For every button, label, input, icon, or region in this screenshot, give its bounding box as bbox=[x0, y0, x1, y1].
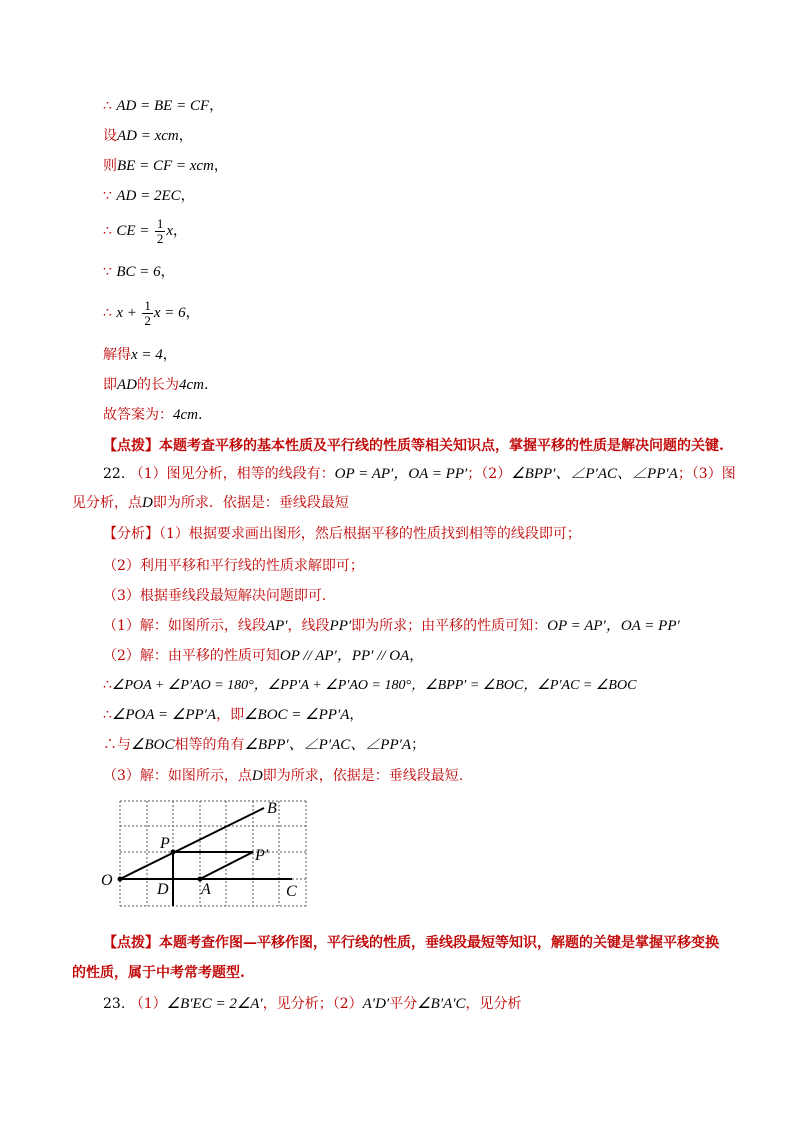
line-8: 解得x = 4， bbox=[103, 347, 177, 363]
solution-6: （3）解：如图所示，点D即为所求，依据是：垂线段最短. bbox=[103, 768, 464, 784]
line-5: ∴ CE = $\frac{1}{2}$ x， bbox=[103, 215, 188, 246]
ray-ob bbox=[120, 808, 264, 879]
line-3: 则BE = CF = xcm， bbox=[103, 158, 228, 174]
line-6: ∵ BC = 6， bbox=[103, 264, 175, 280]
line-7: ∴ x + $\frac{1}{2}$ x = 6， bbox=[103, 297, 200, 328]
line-9: 即AD的长为4cm. bbox=[103, 377, 209, 393]
fraction: $\frac{1}{2}$ bbox=[156, 215, 164, 246]
label-o: O bbox=[101, 872, 113, 889]
point-o bbox=[118, 877, 123, 882]
q23-line: 23. （1）∠B′EC = 2∠A′，见分析；（2）A′D′平分∠B′A′C，见分析 bbox=[103, 996, 522, 1012]
line-2: 设AD = xcm， bbox=[103, 128, 193, 144]
line-4: ∵ AD = 2EC， bbox=[103, 188, 195, 204]
label-c: C bbox=[286, 883, 297, 900]
analysis-3: （3）根据垂线段最短解决问题即可. bbox=[103, 588, 327, 604]
line-10: 故答案为：4cm. bbox=[103, 407, 203, 423]
fraction: $\frac{1}{2}$ bbox=[144, 297, 151, 328]
label-p-prime: P′ bbox=[255, 847, 269, 864]
analysis-2: （2）利用平移和平行线的性质求解即可； bbox=[103, 558, 364, 574]
q22-line-1: 22. （1）图见分析，相等的线段有：OP = AP′，OA = PP′；（2）∠BPP′、∠P′AC、∠PP′A；（3）图 bbox=[103, 466, 736, 482]
q22-line-2: 见分析，点D即为所求．依据是：垂线段最短 bbox=[72, 495, 349, 511]
analysis-1: 【分析】（1）根据要求画出图形，然后根据平移的性质找到相等的线段即可； bbox=[103, 526, 581, 542]
line-1: ∴ AD = BE = CF， bbox=[103, 98, 224, 114]
point-note-2b: 的性质，属于中考常考题型. bbox=[72, 965, 245, 981]
label-b: B bbox=[267, 800, 277, 817]
solution-5: ∴与∠BOC相等的角有∠BPP′、∠P′AC、∠PP′A； bbox=[103, 737, 426, 753]
solution-4: ∴∠POA = ∠PP′A，即∠BOC = ∠PP′A， bbox=[103, 707, 364, 723]
label-d: D bbox=[157, 881, 169, 898]
point-p bbox=[171, 850, 176, 855]
geometry-figure bbox=[100, 798, 320, 913]
point-note-2a: 【点拨】本题考查作图—平移作图，平行线的性质，垂线段最短等知识，解题的关键是掌握平移变换 bbox=[103, 935, 719, 951]
grid bbox=[120, 801, 306, 906]
point-note-1: 【点拨】本题考查平移的基本性质及平行线的性质等相关知识点，掌握平移的性质是解决问题的关键. bbox=[103, 438, 724, 454]
label-p: P bbox=[160, 835, 170, 852]
solution-2: （2）解：由平移的性质可知OP // AP′，PP′ // OA， bbox=[103, 648, 424, 664]
label-a: A bbox=[201, 881, 211, 898]
solution-1: （1）解：如图所示，线段AP′，线段PP′即为所求；由平移的性质可知：OP = AP′，OA = PP′ bbox=[103, 618, 680, 634]
solution-3: ∴∠POA + ∠P′AO = 180°，∠PP′A + ∠P′AO = 180°，∠BPP′ = ∠BOC，∠P′AC = ∠BOC bbox=[103, 677, 637, 693]
